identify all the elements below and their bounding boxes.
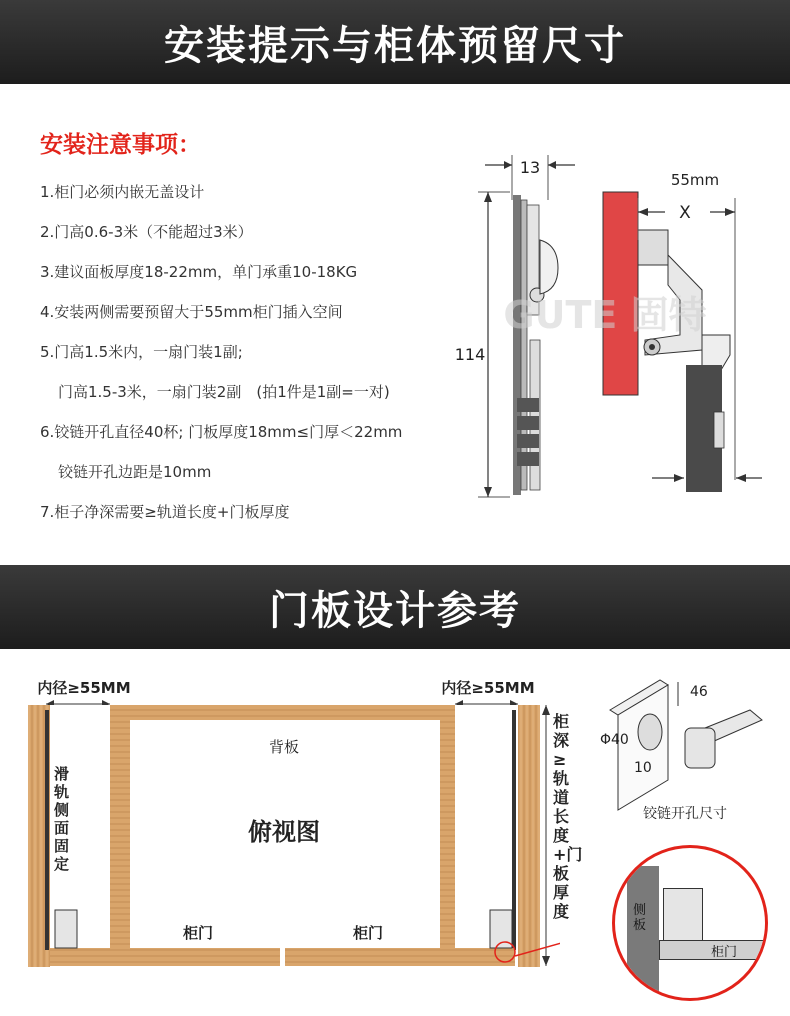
- inner-width-left-label: 内径≥55MM: [37, 679, 131, 697]
- dim-13-label: 13: [519, 158, 541, 177]
- rail-side-label: 滑轨侧面固定: [54, 765, 70, 873]
- zoom-side-label: 侧板: [633, 903, 647, 933]
- dim-x-label: X: [679, 203, 691, 223]
- hinge-dim-10: 10: [634, 760, 652, 776]
- dimension-13: [485, 155, 575, 200]
- section-banner-install: [0, 0, 790, 84]
- note-item: 7.柜子净深需要≥轨道长度+门板厚度: [40, 503, 290, 521]
- back-panel-label: 背板: [268, 738, 300, 756]
- door-left: [50, 948, 280, 966]
- section-banner-door: [0, 565, 790, 649]
- note-item: 门高1.5-3米，一扇门装2副 (拍1件是1副=一对): [58, 383, 390, 401]
- dimension-114: [455, 192, 510, 497]
- note-item: 铰链开孔边距是10mm: [58, 463, 212, 481]
- door-right: [285, 948, 515, 966]
- zoom-side-panel: [627, 866, 659, 1001]
- right-rail: [512, 710, 516, 950]
- dim-55mm-label: 55mm: [670, 171, 720, 189]
- note-item: 2.门高0.6-3米（不能超过3米）: [40, 223, 253, 241]
- watermark-logo: GUTE 固特: [503, 293, 707, 337]
- zoom-detail: [612, 845, 768, 1001]
- inner-width-right-label: 内径≥55MM: [441, 679, 535, 697]
- note-item: 3.建议面板厚度18-22mm，单门承重10-18KG: [40, 263, 358, 281]
- zoom-door-label: 柜门: [711, 945, 738, 960]
- section-title-door: 门板设计参考: [269, 587, 521, 634]
- left-rail: [45, 710, 49, 950]
- door-right-label: 柜门: [352, 924, 384, 942]
- slide-rail: [513, 195, 558, 495]
- depth-note-label: 柜深≥轨道长度+门板厚度: [553, 712, 583, 921]
- section-title-install: 安装提示与柜体预留尺寸: [164, 22, 626, 69]
- note-item: 1.柜门必须内嵌无盖设计: [40, 183, 205, 201]
- note-item: 6.铰链开孔直径40杯; 门板厚度18mm≤门厚＜22mm: [40, 423, 403, 441]
- dim-114-label: 114: [454, 345, 486, 364]
- hinge-bore-diagram: [590, 670, 785, 830]
- notes-title: 安装注意事项：: [40, 132, 201, 158]
- hinge-bore-caption: 铰链开孔尺寸: [643, 806, 727, 822]
- note-item: 4.安装两侧需要预留大于55mm柜门插入空间: [40, 303, 343, 321]
- hinge-dim-46: 46: [690, 684, 708, 700]
- top-view-label: 俯视图: [248, 818, 320, 846]
- note-item: 5.门高1.5米内，一扇门装1副;: [40, 343, 243, 361]
- door-left-label: 柜门: [182, 924, 214, 942]
- hinge-left: [55, 910, 77, 948]
- hinge-install-diagram: [440, 140, 770, 520]
- right-side-panel: [518, 705, 540, 967]
- hinge-dim-phi40: Φ40: [600, 732, 629, 748]
- top-view-diagram: [0, 660, 560, 980]
